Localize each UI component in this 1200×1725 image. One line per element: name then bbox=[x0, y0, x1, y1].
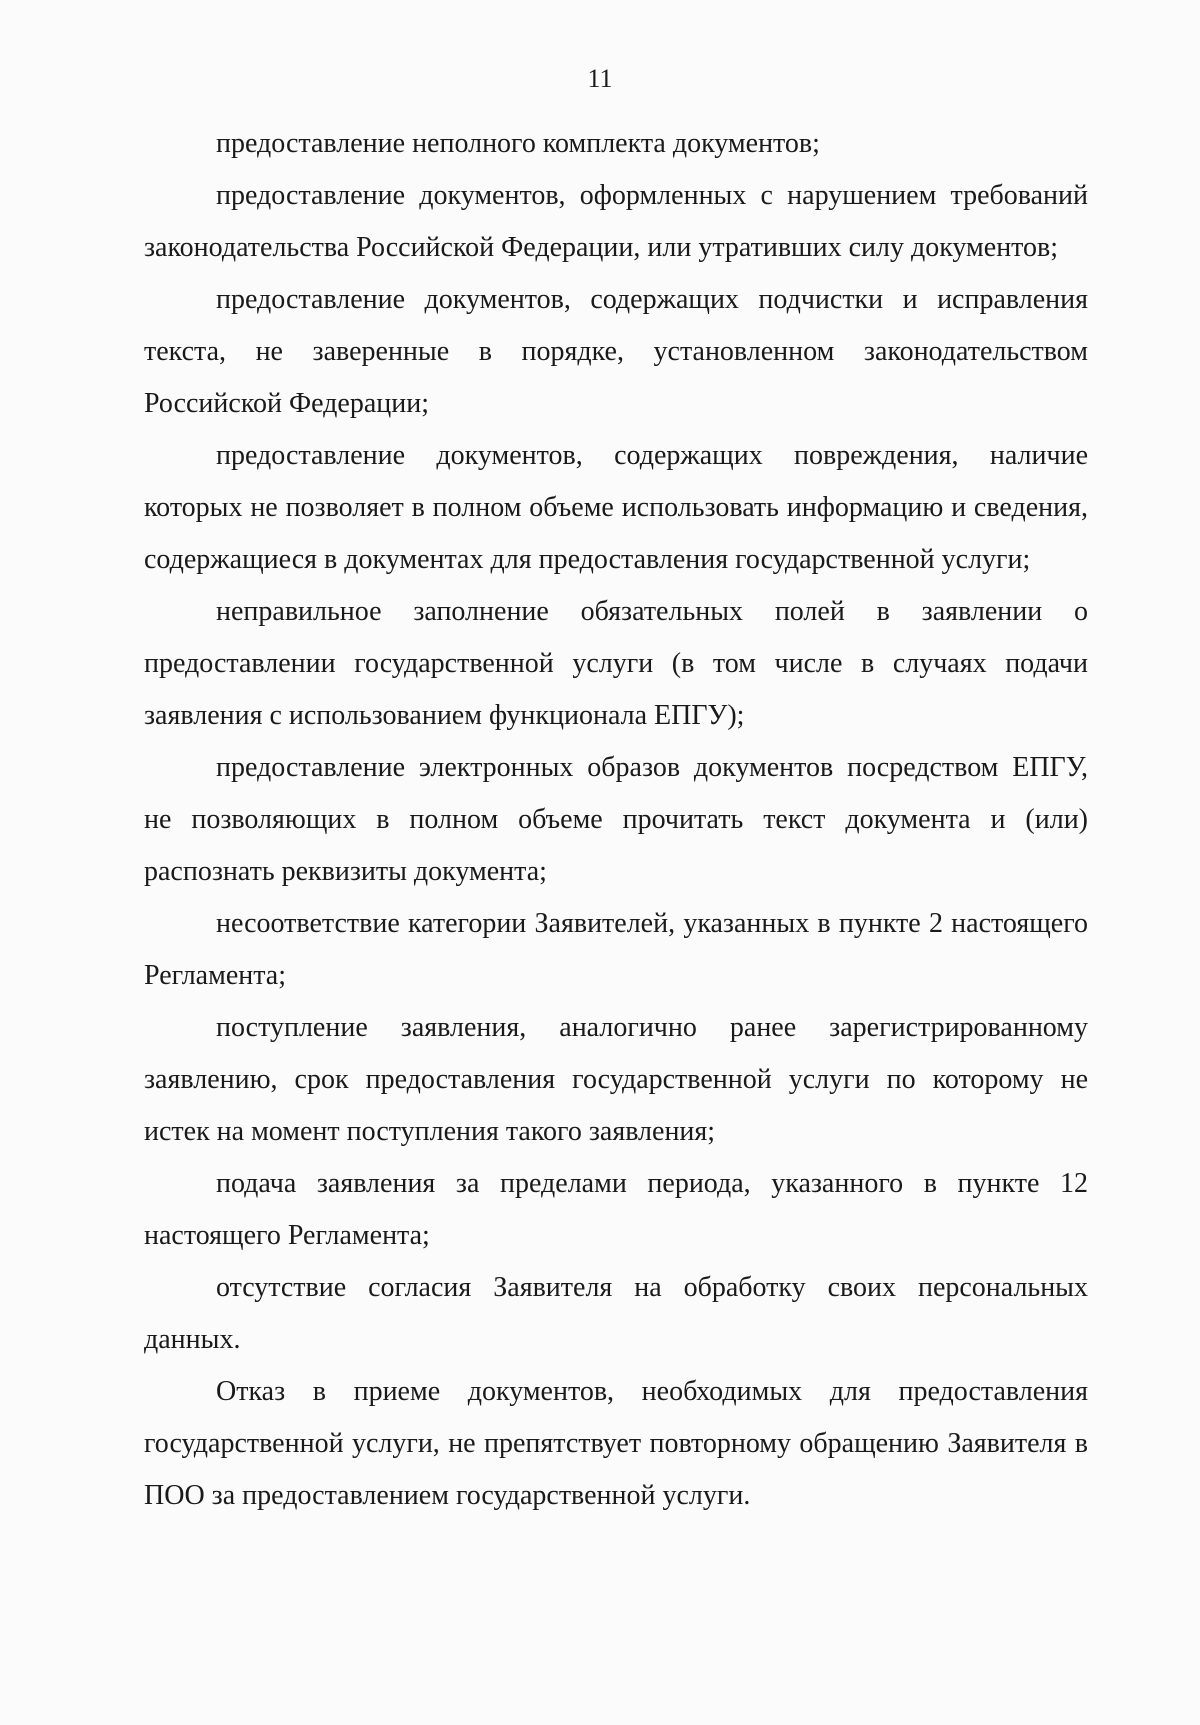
paragraph-3: предоставление документов, содержащих подчистки и исправления текста, не заверенные в порядке, установленном законодательством Российской Федерации; bbox=[144, 284, 1088, 419]
paragraph-8: поступление заявления, аналогично ранее зарегистрированному заявлению, срок предоставления государственной услуги по которому не истек на момент поступления такого заявления; bbox=[144, 1012, 1088, 1147]
paragraph-10: отсутствие согласия Заявителя на обработку своих персональных данных. bbox=[144, 1272, 1088, 1355]
paragraph-1: предоставление неполного комплекта документов; bbox=[216, 128, 820, 159]
paragraph-11: Отказ в приеме документов, необходимых для предоставления государственной услуги, не препятствует повторному обращению Заявителя в ПОО за предоставлением государственной услуги. bbox=[144, 1376, 1088, 1511]
paragraph-4: предоставление документов, содержащих повреждения, наличие которых не позволяет в полном объеме использовать информацию и сведения, содержащиеся в документах для предоставления государственной услуги; bbox=[144, 440, 1088, 575]
paragraph-7: несоответствие категории Заявителей, указанных в пункте 2 настоящего Регламента; bbox=[144, 908, 1088, 991]
paragraph-6: предоставление электронных образов документов посредством ЕПГУ, не позволяющих в полном объеме прочитать текст документа и (или) распознать реквизиты документа; bbox=[144, 752, 1088, 887]
paragraph-9: подача заявления за пределами периода, указанного в пункте 12 настоящего Регламента; bbox=[144, 1168, 1088, 1251]
paragraph-5: неправильное заполнение обязательных полей в заявлении о предоставлении государственной услуги (в том числе в случаях подачи заявления с использованием функционала ЕПГУ); bbox=[144, 596, 1088, 731]
page-number: 11 bbox=[587, 64, 613, 93]
paragraph-2: предоставление документов, оформленных с нарушением требований законодательства Российской Федерации, или утративших силу документов; bbox=[144, 180, 1088, 263]
document-body bbox=[144, 118, 1088, 1522]
